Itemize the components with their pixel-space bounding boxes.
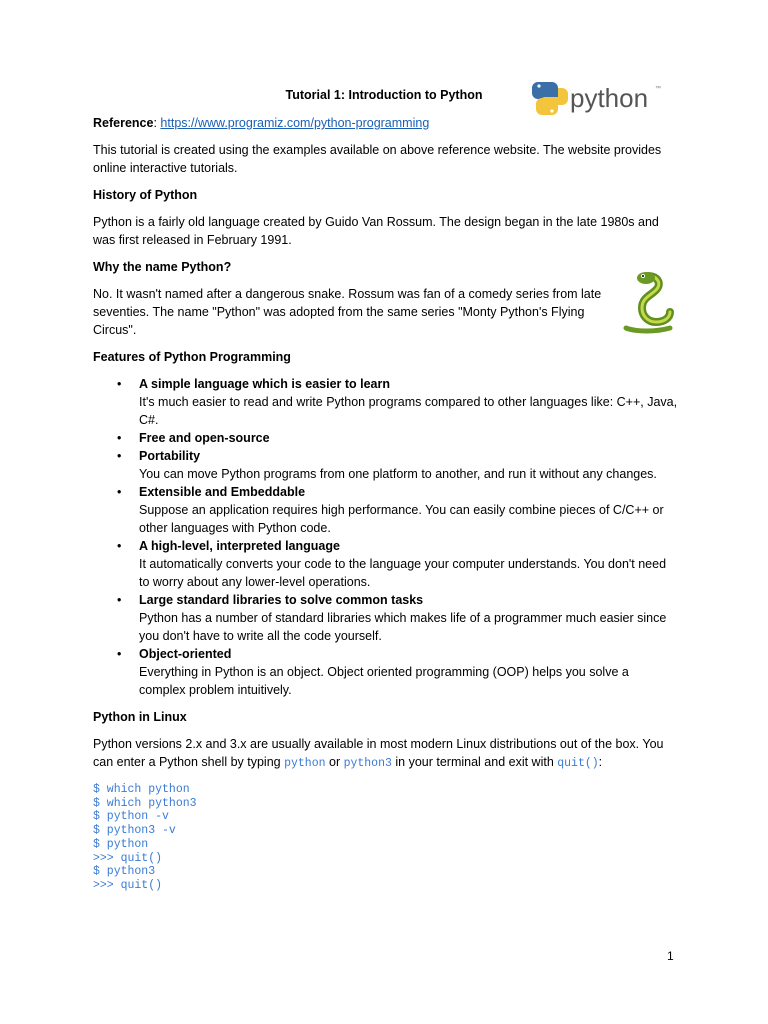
reference-label: Reference: [93, 116, 154, 130]
feature-title: Free and open-source: [139, 431, 270, 445]
code-line: $ python3: [93, 865, 156, 879]
code-line: $ which python: [93, 783, 190, 796]
inline-code-python: python: [284, 757, 326, 770]
code-line: $ which python3: [93, 796, 197, 810]
bullet: •: [117, 449, 122, 463]
bullet: •: [117, 431, 122, 445]
code-line: >>> quit(): [93, 878, 163, 892]
list-item: [117, 375, 678, 429]
feature-title: Large standard libraries to solve common tasks: [139, 593, 424, 607]
feature-desc: Python has a number of standard libraries which makes life of a programmer much easier since you don't have to write all the code yourself.: [139, 611, 667, 643]
intro-paragraph: This tutorial is created using the examples available on above reference website. The website provides online interactive tutorials.: [93, 143, 662, 175]
reference-link[interactable]: https://www.programiz.com/python-programming: [160, 116, 430, 130]
inline-code-python3: python3: [343, 757, 392, 770]
linux-text-3: in your terminal and exit with: [391, 755, 558, 769]
reference-colon: :: [153, 116, 157, 130]
bullet: •: [117, 485, 122, 499]
feature-title: Portability: [139, 449, 201, 463]
feature-desc: Everything in Python is an object. Object oriented programming (OOP) helps you solve a complex problem intuitively.: [139, 665, 629, 697]
linux-heading: Python in Linux: [93, 710, 187, 724]
python-logo-icon: [532, 82, 568, 115]
feature-desc: It automatically converts your code to the language your computer understands. You don't need to worry about any lower-level operations.: [139, 557, 667, 589]
list-item: [117, 591, 678, 645]
code-line: $ python3 -v: [93, 824, 176, 838]
list-item: [117, 429, 678, 447]
list-item: [117, 645, 678, 699]
code-block: [93, 783, 678, 893]
name-paragraph: No. It wasn't named after a dangerous snake. Rossum was fan of a comedy series from late seventies. The name "Python" was adopted from the same series "Monty Python's Flying Circus".: [93, 287, 602, 337]
bullet: •: [117, 539, 122, 553]
code-line: $ python: [93, 837, 149, 851]
list-item: [117, 447, 678, 483]
history-paragraph: Python is a fairly old language created by Guido Van Rossum. The design began in the late 1980s and was first released in February 1991.: [93, 215, 659, 247]
features-heading: Features of Python Programming: [93, 350, 291, 364]
linux-paragraph: [93, 735, 678, 773]
reference-line: [93, 114, 678, 132]
bullet: •: [117, 593, 122, 607]
inline-code-quit: quit(): [557, 757, 599, 770]
page-number: 1: [667, 949, 674, 963]
feature-title: Object-oriented: [139, 647, 232, 661]
python-logo-text: python: [570, 83, 649, 113]
feature-desc: Suppose an application requires high performance. You can easily combine pieces of C/C++ or other languages with Python code.: [139, 503, 664, 535]
features-list: [93, 375, 678, 699]
bullet: •: [117, 647, 122, 661]
feature-title: Extensible and Embeddable: [139, 485, 306, 499]
feature-title: A simple language which is easier to learn: [139, 377, 391, 391]
python-logo-tm: ™: [655, 86, 661, 92]
page-title: Tutorial 1: Introduction to Python: [285, 88, 483, 102]
code-line: $ python -v: [93, 810, 169, 824]
feature-title: A high-level, interpreted language: [139, 539, 340, 553]
feature-desc: You can move Python programs from one platform to another, and run it without any changes.: [139, 467, 657, 481]
bullet: •: [117, 377, 122, 391]
name-heading: Why the name Python?: [93, 260, 232, 274]
history-heading: History of Python: [93, 188, 198, 202]
list-item: [117, 537, 678, 591]
linux-text-4: :: [598, 755, 603, 769]
code-line: >>> quit(): [93, 851, 163, 865]
document-body: [93, 114, 678, 893]
linux-text-1: Python versions 2.x and 3.x are usually available in most modern Linux distributions out of the box. You can enter a Python shell by typing: [93, 737, 664, 769]
linux-text-2: or: [325, 755, 344, 769]
feature-desc: It's much easier to read and write Python programs compared to other languages like: C++, Java, C#.: [139, 395, 678, 427]
list-item: [117, 483, 678, 537]
